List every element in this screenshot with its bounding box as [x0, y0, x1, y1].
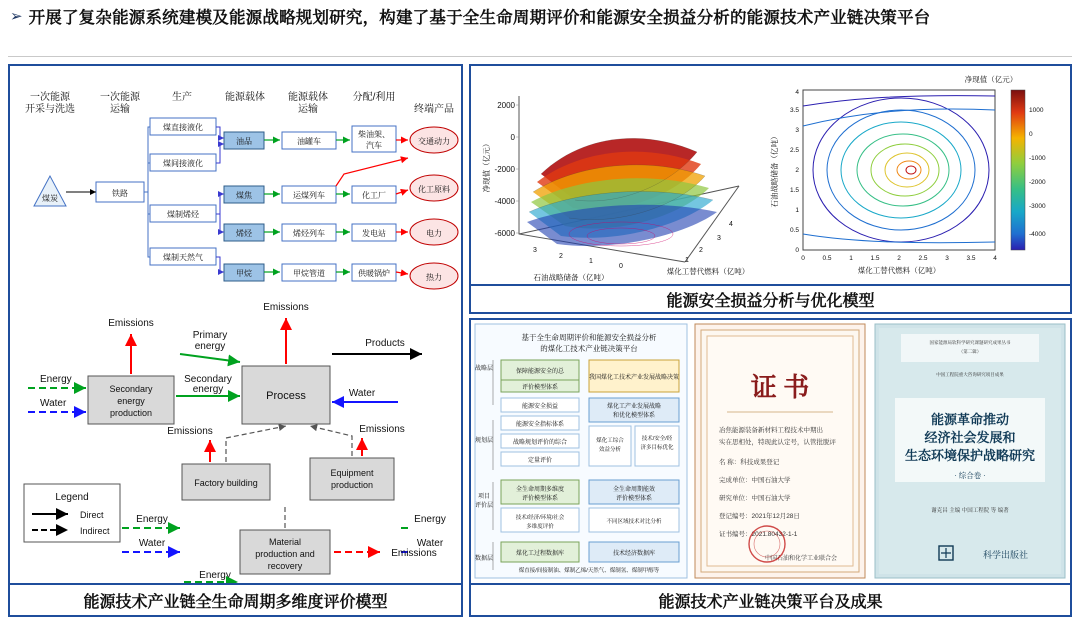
svg-text:Emissions: Emissions [167, 426, 213, 437]
svg-text:济多目标优化: 济多目标优化 [640, 445, 674, 451]
svg-text:Secondary: Secondary [184, 374, 232, 385]
svg-text:甲烷: 甲烷 [236, 269, 252, 278]
svg-text:0: 0 [619, 263, 623, 270]
axis-y-label-3d: 煤化工替代燃料（亿吨） [666, 267, 750, 276]
svg-text:数据层: 数据层 [474, 556, 494, 562]
svg-text:国家能源局软科学研究课题研究成果丛书: 国家能源局软科学研究课题研究成果丛书 [929, 340, 1011, 345]
svg-text:1.5: 1.5 [789, 187, 799, 194]
svg-text:谢克昌 主编 中国工程院 等 编著: 谢克昌 主编 中国工程院 等 编著 [931, 508, 1009, 514]
svg-text:3: 3 [945, 255, 949, 262]
svg-text:热力: 热力 [426, 273, 442, 282]
bullet-icon: ➢ [10, 8, 23, 25]
svg-text:能源安全损益: 能源安全损益 [521, 404, 559, 410]
svg-text:生产: 生产 [172, 92, 192, 103]
svg-text:多维度评价: 多维度评价 [526, 524, 554, 530]
platform-title-line2: 的煤化工技术产业链决策平台 [540, 344, 638, 353]
svg-text:一次能源: 一次能源 [100, 92, 140, 103]
svg-text:煤炭: 煤炭 [42, 194, 58, 203]
svg-text:Water: Water [138, 538, 166, 549]
svg-text:（第二辑）: （第二辑） [958, 349, 982, 354]
svg-text:烯烃列车: 烯烃列车 [293, 229, 325, 238]
svg-text:Emissions: Emissions [359, 424, 405, 435]
svg-text:4: 4 [729, 221, 733, 228]
axis-x-label-3d: 石油战略储备（亿吨） [533, 273, 609, 282]
panel-left-title: 能源技术产业链全生命周期多维度评价模型 [8, 585, 463, 617]
svg-text:Water: Water [416, 538, 444, 549]
distribution-nodes [352, 126, 396, 281]
carrier-nodes [224, 132, 264, 281]
certificate-body-line1: 冶焦能源装备新材料工程技术中期出 [719, 427, 823, 434]
platform-title-line1: 基于全生命周期评价和能源安全损益分析 [521, 333, 657, 342]
svg-text:汽车: 汽车 [366, 141, 382, 150]
svg-text:全生命周期多维度: 全生命周期多维度 [515, 487, 565, 493]
svg-text:能源载体: 能源载体 [225, 92, 265, 103]
svg-text:0.5: 0.5 [822, 255, 832, 262]
svg-text:煤直接液化: 煤直接液化 [163, 123, 203, 132]
axis-y-label-contour: 石油战略储备（亿吨） [770, 132, 779, 208]
svg-text:完成单位：中国石油大学: 完成单位：中国石油大学 [719, 477, 791, 484]
slide-header [0, 0, 1080, 56]
svg-text:-4000: -4000 [494, 197, 515, 206]
svg-text:2: 2 [795, 167, 799, 174]
svg-text:0.5: 0.5 [789, 227, 799, 234]
svg-text:0: 0 [795, 247, 799, 254]
svg-text:Primary: Primary [192, 330, 228, 341]
svg-text:3.5: 3.5 [966, 255, 976, 262]
svg-text:运煤列车: 运煤列车 [293, 191, 325, 200]
svg-text:1: 1 [685, 257, 689, 264]
svg-text:Water: Water [348, 388, 376, 399]
svg-text:0: 0 [801, 255, 805, 262]
svg-text:能源安全指标体系: 能源安全指标体系 [515, 422, 565, 428]
svg-text:Process: Process [266, 390, 306, 402]
svg-text:运输: 运输 [298, 104, 318, 115]
svg-text:甲烷管道: 甲烷管道 [293, 269, 325, 278]
svg-text:1: 1 [795, 207, 799, 214]
svg-text:煤化工综合: 煤化工综合 [596, 438, 624, 444]
svg-text:2: 2 [897, 255, 901, 262]
certificate-title: 证 书 [750, 373, 810, 402]
svg-text:发电站: 发电站 [362, 229, 386, 238]
svg-text:2.5: 2.5 [918, 255, 928, 262]
svg-text:我国煤化工技术产业发展战略决策: 我国煤化工技术产业发展战略决策 [588, 375, 680, 381]
svg-text:4: 4 [795, 89, 799, 96]
book-subtitle: · 综合卷 · [954, 471, 986, 480]
svg-text:2.5: 2.5 [789, 147, 799, 154]
svg-text:Indirect: Indirect [80, 526, 110, 536]
svg-text:不同区域技术对比分析: 不同区域技术对比分析 [606, 519, 662, 525]
svg-text:Secondary: Secondary [109, 384, 153, 394]
svg-text:0: 0 [510, 133, 515, 142]
svg-text:终端产品: 终端产品 [414, 104, 454, 115]
svg-text:-2000: -2000 [1029, 179, 1046, 186]
svg-text:1: 1 [849, 255, 853, 262]
svg-text:保障能源安全的总: 保障能源安全的总 [515, 369, 565, 375]
svg-text:0: 0 [1029, 131, 1033, 138]
svg-text:名 称：科技成果登记: 名 称：科技成果登记 [719, 459, 780, 466]
svg-text:Energy: Energy [136, 514, 168, 525]
svg-text:规划层: 规划层 [474, 438, 494, 444]
svg-text:油品: 油品 [236, 137, 252, 146]
svg-text:2: 2 [699, 247, 703, 254]
axis-x-label-contour: 煤化工替代燃料（亿吨） [857, 266, 941, 275]
svg-text:1.5: 1.5 [870, 255, 880, 262]
svg-text:3: 3 [533, 247, 537, 254]
svg-text:2: 2 [559, 253, 563, 260]
svg-text:能源载体: 能源载体 [288, 92, 328, 103]
production-nodes [150, 118, 216, 265]
svg-text:定量评价: 定量评价 [527, 458, 553, 464]
svg-text:一次能源: 一次能源 [30, 92, 70, 103]
svg-text:-2000: -2000 [494, 165, 515, 174]
colorbar [1011, 90, 1025, 250]
svg-text:煤制天然气: 煤制天然气 [163, 253, 203, 262]
svg-text:技术经济数据库: 技术经济数据库 [612, 551, 656, 557]
chart-surface-3d [481, 96, 749, 282]
svg-text:和优化模型体系: 和优化模型体系 [612, 413, 656, 419]
svg-text:油罐车: 油罐车 [297, 137, 321, 146]
svg-text:研究单位：中国石油大学: 研究单位：中国石油大学 [719, 495, 791, 502]
svg-text:-1000: -1000 [1029, 155, 1046, 162]
svg-text:分配/利用: 分配/利用 [352, 92, 396, 103]
svg-text:Direct: Direct [80, 510, 104, 520]
svg-text:煤制烯烃: 煤制烯烃 [167, 210, 199, 219]
page-title: 开展了复杂能源系统建模及能源战略规划研究，构建了基于全生命周期评价和能源安全损益分析的能源技术产业链决策平台 [28, 9, 931, 27]
certificate-issuer: 中国石油和化学工业联合会 [764, 556, 838, 562]
svg-text:energy: energy [194, 341, 226, 352]
flowchart-headers [25, 90, 454, 115]
svg-text:证书编号：2021.80432-1-1: 证书编号：2021.80432-1-1 [719, 531, 798, 538]
book-publisher: 科学出版社 [983, 550, 1029, 560]
svg-text:Water: Water [40, 398, 67, 409]
svg-text:技术/安全/经: 技术/安全/经 [641, 436, 673, 442]
svg-text:Energy: Energy [199, 570, 231, 581]
certificate-image [695, 324, 865, 578]
svg-text:Emissions: Emissions [263, 302, 309, 313]
axis-z-label-3d: 净现值（亿元） [482, 139, 491, 193]
svg-text:3: 3 [795, 127, 799, 134]
svg-text:Energy: Energy [40, 374, 72, 385]
svg-text:铁路: 铁路 [112, 189, 128, 198]
svg-text:登记编号：2021年12月28日: 登记编号：2021年12月28日 [719, 513, 800, 520]
panel-right-bottom [469, 318, 1072, 585]
svg-text:-6000: -6000 [494, 229, 515, 238]
certificate-body-line2: 实在思相处，特现此认定号，认管批脱评 [719, 439, 836, 446]
svg-text:电力: 电力 [426, 229, 442, 238]
svg-text:Energy: Energy [414, 514, 446, 525]
node-equipment-production [310, 458, 394, 500]
svg-text:-4000: -4000 [1029, 231, 1046, 238]
svg-text:energy: energy [192, 384, 224, 395]
surface-mesh [527, 138, 717, 246]
svg-text:战略规划评价的综合: 战略规划评价的综合 [512, 440, 568, 446]
svg-text:Factory building: Factory building [194, 478, 258, 488]
svg-text:production: production [330, 480, 374, 490]
svg-text:煤间接液化: 煤间接液化 [163, 159, 203, 168]
svg-text:Emissions: Emissions [391, 548, 437, 559]
svg-text:技术/经济/环境/社会: 技术/经济/环境/社会 [515, 515, 565, 521]
svg-text:化工原料: 化工原料 [418, 185, 450, 194]
header-divider [8, 56, 1072, 57]
platform-and-results [471, 320, 1070, 583]
svg-text:煤焦: 煤焦 [236, 191, 252, 200]
chart-contour [769, 74, 1046, 275]
svg-text:评价模型体系: 评价模型体系 [521, 385, 559, 391]
svg-text:煤化工过程数据库: 煤化工过程数据库 [515, 551, 565, 557]
svg-text:Legend: Legend [55, 492, 89, 503]
svg-text:中国工程院重大咨询研究项目成果: 中国工程院重大咨询研究项目成果 [936, 372, 1004, 377]
book-title-line2: 经济社会发展和 [924, 430, 1016, 445]
svg-text:1: 1 [589, 258, 593, 265]
svg-text:烯烃: 烯烃 [236, 229, 252, 238]
svg-text:2000: 2000 [497, 101, 515, 110]
svg-text:供暖锅炉: 供暖锅炉 [358, 269, 390, 278]
platform-bottom-note: 煤直接/间接制油、煤制乙烯/天然气、煤制氢、煤制甲醇等 [518, 568, 660, 574]
book-title-line3: 生态环境保护战略研究 [904, 448, 1036, 463]
panel-left [8, 64, 463, 585]
svg-text:1000: 1000 [1029, 107, 1044, 114]
svg-text:energy: energy [117, 396, 145, 406]
left-panel-graphics [10, 66, 461, 583]
svg-text:Material: Material [268, 537, 302, 547]
svg-text:-3000: -3000 [1029, 203, 1046, 210]
svg-text:3: 3 [717, 235, 721, 242]
svg-text:全生命周期能效: 全生命周期能效 [612, 487, 656, 493]
svg-text:Emissions: Emissions [108, 318, 154, 329]
svg-text:4: 4 [993, 255, 997, 262]
panel-right-top [469, 64, 1072, 286]
end-product-nodes [410, 127, 458, 289]
svg-text:Equipment: Equipment [330, 468, 374, 478]
book-title-line1: 能源革命推动 [930, 412, 1010, 427]
svg-text:评价模型体系: 评价模型体系 [521, 496, 559, 502]
svg-text:交通动力: 交通动力 [418, 137, 450, 146]
svg-text:开采与洗选: 开采与洗选 [25, 104, 75, 115]
svg-text:项目: 项目 [477, 494, 491, 500]
svg-text:recovery: recovery [267, 561, 303, 571]
svg-text:煤化工产业发展战略: 煤化工产业发展战略 [606, 404, 662, 410]
book-cover-image [875, 324, 1065, 578]
carrier-transport-nodes [282, 132, 336, 281]
svg-text:效益分析: 效益分析 [598, 447, 622, 453]
panel-right-bottom-title: 能源技术产业链决策平台及成果 [469, 585, 1072, 617]
svg-text:3.5: 3.5 [789, 107, 799, 114]
panel-right-top-title: 能源安全损益分析与优化模型 [469, 286, 1072, 314]
svg-text:化工厂: 化工厂 [362, 191, 386, 200]
svg-text:评价模型体系: 评价模型体系 [615, 496, 653, 502]
svg-text:战略层: 战略层 [474, 366, 494, 372]
svg-text:Products: Products [365, 338, 405, 349]
colorbar-title: 净现值（亿元） [964, 75, 1018, 84]
svg-text:评价层: 评价层 [474, 503, 494, 509]
svg-text:production and: production and [255, 549, 315, 559]
svg-text:运输: 运输 [110, 104, 130, 115]
charts-row [471, 66, 1070, 284]
svg-text:柴油架、: 柴油架、 [358, 130, 390, 139]
svg-text:production: production [109, 408, 153, 418]
